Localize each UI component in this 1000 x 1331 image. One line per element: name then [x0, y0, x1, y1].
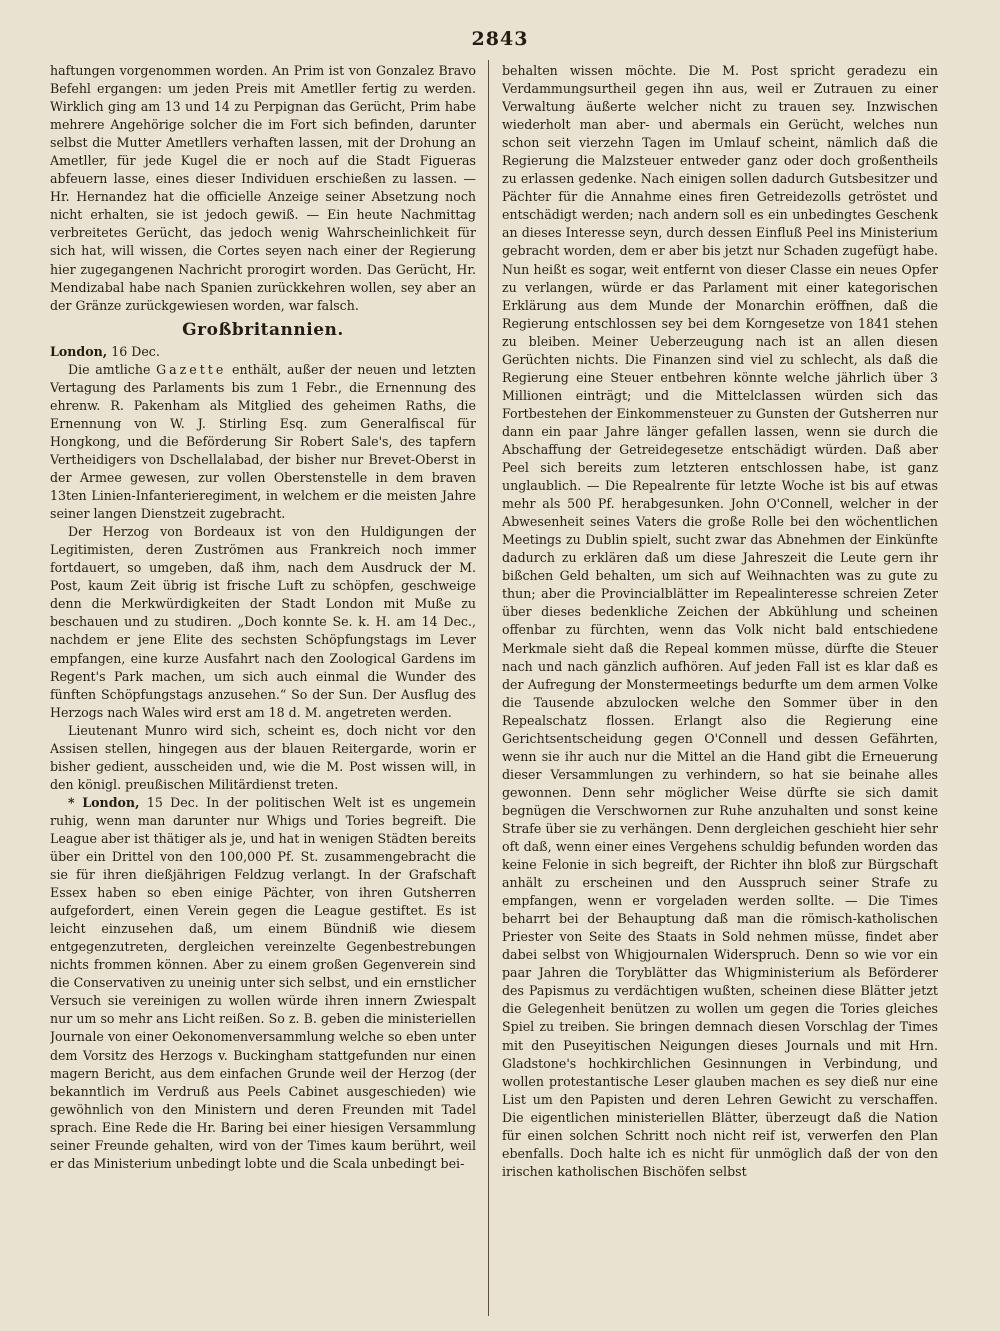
article-paragraph: Der Herzog von Bordeaux ist von den Huldigungen der Legitimisten, deren Zuströmen aus Frankreich noch immer fortdauert, so umgeben, daß ihm, nach dem Ausdruck der M. Post, kaum Zeit übrig ist frische Luft zu schöpfen, geschweige denn die Merkwürdigkeiten der Stadt London mit Muße zu beschauen und zu studiren. „Doch konnte Se. k. H. am 14 Dec., nachdem er jene Elite des sechsten Schöpfungstags im Lever empfangen, eine kurze Ausfahrt nach den Zoological Gardens im Regent's Park machen, um sich auch einmal die Wunder des fünften Schöpfungstags anzusehen.“ So der Sun. Der Ausflug des Herzogs nach Wales wird erst am 18 d. M. angetreten werden. — [50, 524, 476, 720]
dateline-place: London, — [50, 343, 108, 359]
column-divider — [488, 60, 489, 1316]
article-paragraph: Die amtliche Gazette enthält, außer der neuen und letzten Vertagung des Parlaments bis zum 1 Febr., die Ernennung des ehrenw. R. Pakenham als Mitglied des geheimen Raths, die Ernennung von W. J. Stirling Esq. zum Generalfiscal für Hongkong, und die Beförderung Sir Robert Sale's, des tapfern Vertheidigers von Dschellalabad, der bisher nur Brevet-Oberst in der Armee gewesen, zur vollen Oberstenstelle in dem braven 13ten Linien-Infanterieregiment, in welchem er die meisten Jahre seiner langen Dienstzeit zugebracht. — [50, 361, 476, 522]
newspaper-name: Gazette — [156, 361, 227, 377]
article-paragraph: behalten wissen möchte. Die M. Post spricht geradezu ein Verdammungsurtheil gegen ihn aus, weil er Zutrauen zu einer Verwaltung äußerte welcher nicht zu trauen sey. Inzwischen wiederholt man aber- und abermals ein Gerücht, welches nun schon seit vierzehn Tagen im Umlauf scheint, nämlich daß die Regierung die Malzsteuer entweder ganz oder doch großentheils zu erlassen gedenke. Nach einigen sollen dadurch Gutsbesitzer und Pächter für die Annahme eines firen Getreidezolls getröstet und entschädigt werden; nach andern soll es ein unbedingtes Geschenk an dieses Interesse seyn, durch dessen Einfluß Peel ins Ministerium gebracht worden, dem er aber bis jetzt nur Schaden zugefügt habe. Nun heißt es sogar, weit entfernt von dieser Classe ein neues Opfer zu verlangen, würde er das Parlament mit einer kategorischen Erklärung aus dem Munde der Monarchin eröffnen, daß die Regierung entschlossen sey bei dem Korngesetze von 1841 stehen zu bleiben. Meiner Ueberzeugung nach ist an allen diesen Gerüchten nichts. Die Finanzen sind viel zu schlecht, als daß die Regierung eine Steuer entbehren könnte welche jährlich über 3 Millionen einträgt; und die Mittelclassen würden sich das Fortbestehen der Einkommensteuer zu Gunsten der Gutsherren nur dann ein paar Jahre länger gefallen lassen, wenn sie durch die Abschaffung der Getreidegesetze entschädigt würden. Daß aber Peel sich bereits zum letzteren entschlossen habe, ist ganz unglaublich. — Die Repealrente für letzte Woche ist bis auf etwas mehr als 500 Pf. herabgesunken. John O'Connell, welcher in der Abwesenheit seines Vaters die große Rolle bei den wöchentlichen Meetings zu Dublin spielt, sucht zwar das Abnehmen der Einkünfte dadurch zu erklären daß um diese Jahreszeit die Leute gern ihr bißchen Geld behalten, um sich auf Weihnachten was zu gute zu thun; aber die Provincialblätter im Repealinteresse schreien Zeter über dieses bedenkliche Zeichen der Abkühlung und scheinen offenbar zu fürchten, wenn das Volk nicht bald entschiedene Merkmale sieht daß die Repeal kommen müsse, dürfte die Steuer nach und nach gänzlich aufhören. Auf jeden Fall ist es klar daß es der Aufregung der Monstermeetings bedurfte um dem armen Volke die Tausende abzulocken welche den Sommer über in den Repealschatz flossen. Erlangt also die Regierung eine Gerichtsentscheidung gegen O'Connell und dessen Gefährten, wenn sie ihr auch nur die Mittel an die Hand gibt die Erneuerung dieser Versammlungen zu verhindern, so hat sie beinahe alles gewonnen. Denn sehr möglicher Weise dürfte sie sich damit begnügen die Verschwornen zur Ruhe anzuhalten und sonst keine Strafe über sie zu verhängen. Denn dergleichen geschieht hier sehr oft daß, wenn einer eines Vergehens schuldig befunden worden das keine Felonie in sich begreift, der Richter ihn bloß zur Bürgschaft anhält zu erscheinen und den Ausspruch seiner Strafe zu empfangen, wenn er vorgeladen werden sollte. — Die Times beharrt bei der Behauptung daß man die römisch-katholischen Priester von Seite des Staats in Sold nehmen müsse, findet aber dabei selbst von Whigjournalen Widerspruch. Denn so wie vor ein paar Jahren die Toryblätter das Whigministerium als Beförderer des Papismus zu verdächtigen wußten, scheinen diese Blätter jetzt die Gelegenheit benützen zu wollen um gegen die Tories gleiches Spiel zu treiben. Sie bringen demnach diesen Vorschlag der Times mit den Puseyitischen Neigungen dieses Journals und mit Hrn. Gladstone's hochkirchlichen Gesinnungen in Verbindung, und wollen protestantische Leser glauben machen es sey dieß nur eine List um den Papisten und deren Lehren Gewicht zu verschaffen. Die eigentlichen ministeriellen Blätter, überzeugt daß die Nation für einen solchen Schritt noch nicht reif ist, verwerfen den Plan ebenfalls. Doch halte ich es nicht für unmöglich daß der von den irischen katholischen Bischöfen selbst — [502, 63, 938, 1179]
article-paragraph: Lieutenant Munro wird sich, scheint es, doch nicht vor den Assisen stellen, hingegen aus der blauen Reitergarde, worin er bisher gedient, ausscheiden und, wie die M. Post wissen will, in den königl. preußischen Militärdienst treten. — [50, 722, 476, 792]
article-paragraph: * London, 15 Dec. In der politischen Welt ist es ungemein ruhig, wenn man darunter nur Whigs und Tories begreift. Die League aber ist thätiger als je, und hat in wenigen Städten bereits über ein Drittel von den 100,000 Pf. St. zusammengebracht die sie für ihren dießjährigen Feldzug verlangt. In der Grafschaft Essex haben so eben einige Pächter, von ihren Gutsherren aufgefordert, einen Verein gegen die League gestiftet. Es ist leicht einzusehen daß, um einem Bündniß wie diesem entgegenzutreten, dergleichen vereinzelte Gegenbestrebungen nichts frommen können. Aber zu einem großen Gegenverein sind die Conservativen zu uneinig unter sich selbst, und ein ernstlicher Versuch sie vereinigen zu wollen würde ihren innern Zwiespalt nur um so mehr ans Licht reißen. So z. B. geben die ministeriellen Journale von einer Oekonomenversammlung welche so eben unter dem Vorsitz des Herzogs v. Buckingham stattgefunden nur einen magern Bericht, aus dem einfachen Grunde weil der Herzog (der bekanntlich im Verdruß aus Peels Cabinet ausgeschieden) wie gewöhnlich von den Ministern und deren Freunden mit Tadel sprach. Eine Rede die Hr. Baring bei einer hiesigen Versammlung seiner Freunde gehalten, wird von der Times kaum berührt, weil er das Ministerium unbedingt lobte und die Scala unbedingt bei- — [50, 794, 476, 1171]
dateline-date: 15 Dec. — [146, 794, 199, 810]
right-column — [502, 62, 938, 1314]
section-heading: Großbritannien. — [182, 319, 344, 340]
dateline-date: 16 Dec. — [111, 343, 160, 359]
dateline-place: * London, — [68, 794, 140, 810]
page-number: 2843 — [471, 28, 529, 50]
article-paragraph: haftungen vorgenommen worden. An Prim ist von Gonzalez Bravo Befehl ergangen: um jeden Preis mit Ametller fertig zu werden. Wirklich ging am 13 und 14 zu Perpignan das Gerücht, Prim habe mehrere Angehörige solcher die im Fort sich befinden, darunter selbst die Mutter Ametllers verhaften lassen, mit der Drohung an Ametller, für jede Kugel die er noch auf die Stadt Figueras abfeuern lasse, eines dieser Individuen erschießen zu lassen. — Hr. Hernandez hat die officielle Anzeige seiner Absetzung noch nicht erhalten, sie ist jedoch gewiß. — Ein heute Nachmittag verbreitetes Gerücht, das jedoch wenig Wahrscheinlichkeit für sich hat, will wissen, die Cortes seyen nach einer der Regierung hier zugegangenen Nachricht prorogirt worden. Das Gerücht, Hr. Mendizabal habe nach Spanien zurückkehren wollen, sey aber an der Gränze zurückgewiesen worden, war falsch. — [50, 63, 476, 313]
left-column — [50, 62, 476, 1314]
article-paragraph — [50, 343, 476, 361]
